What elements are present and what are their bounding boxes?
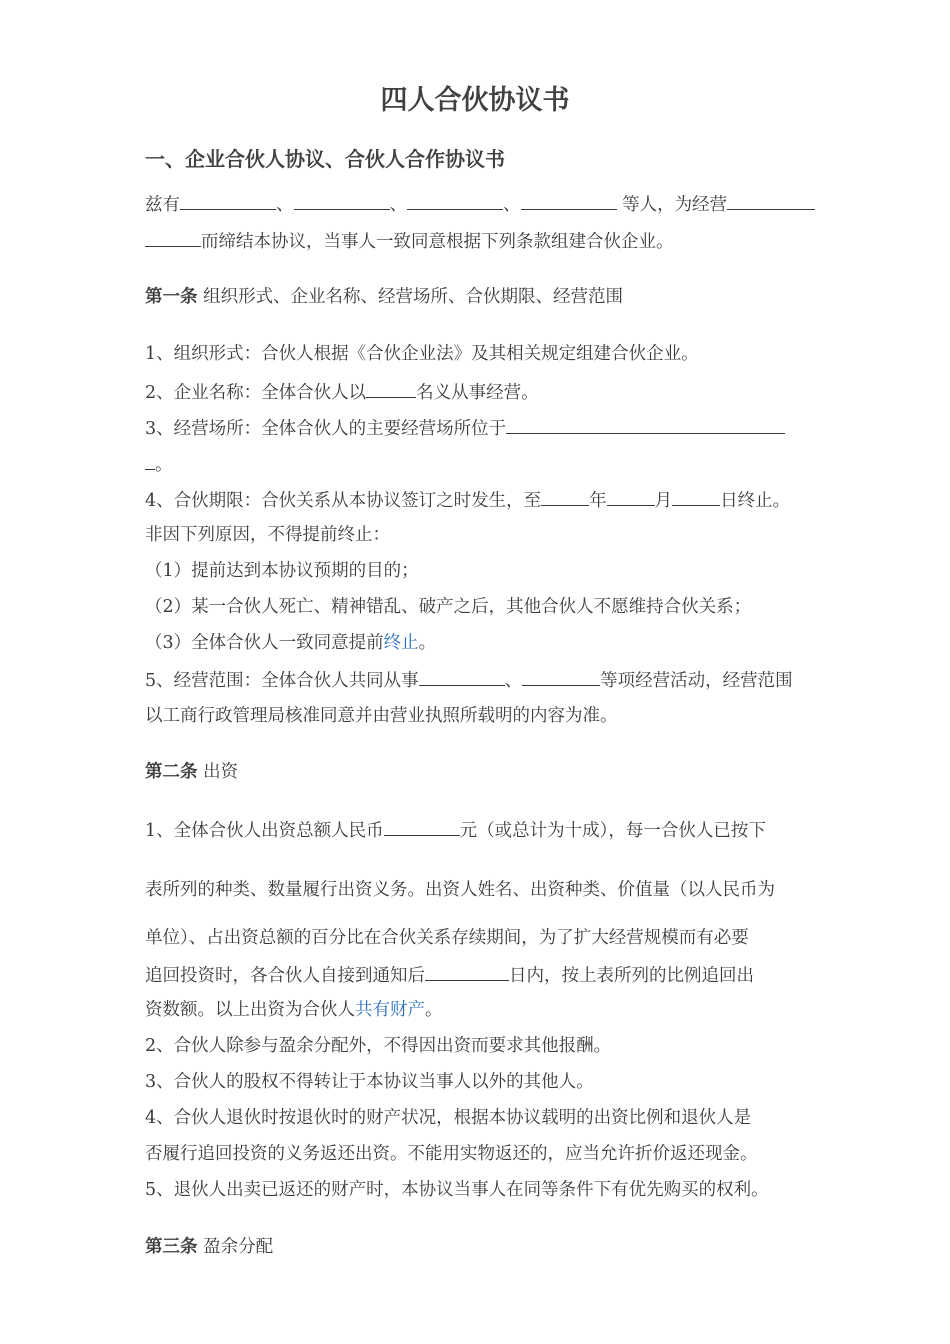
address-blank-cont <box>145 451 155 470</box>
article-2-item-2: 2、合伙人除参与盈余分配外，不得因出资而要求其他报酬。 <box>145 1036 612 1056</box>
partner-blank-3 <box>407 191 503 210</box>
section-heading: 一、企业合伙人协议、合伙人合作协议书 <box>145 147 505 171</box>
address-blank <box>506 415 785 434</box>
article-2-item-1 <box>145 817 766 843</box>
terminate-link[interactable]: 终止 <box>383 633 419 653</box>
item-text: 1、全体合伙人出资总额人民币 <box>145 821 384 841</box>
business-blank <box>727 191 815 210</box>
item-text: 5、经营范围：全体合伙人共同从事 <box>145 671 419 691</box>
article-title-text: 出资 <box>197 762 239 782</box>
item-text: 。 <box>155 455 173 475</box>
separator: 、 <box>503 195 521 215</box>
article-label: 第三条 <box>145 1237 198 1257</box>
article-1-item-5-cont: 以工商行政管理局核准同意并由营业执照所载明的内容为准。 <box>145 706 618 726</box>
article-1-cond-3 <box>145 631 436 655</box>
document-title: 四人合伙协议书 <box>380 85 570 116</box>
partner-blank-1 <box>180 191 276 210</box>
item-text: 。 <box>425 1000 443 1020</box>
article-2-item-1-cont-3 <box>145 962 754 988</box>
item-text: （3）全体合伙人一致同意提前 <box>145 633 384 653</box>
article-2-item-3: 3、合伙人的股权不得转让于本协议当事人以外的其他人。 <box>145 1072 594 1092</box>
article-1-item-4 <box>145 487 790 513</box>
intro-text: 兹有 <box>145 195 180 215</box>
article-1-item-2 <box>145 379 539 405</box>
item-text: 2、企业名称：全体合伙人以 <box>145 383 367 403</box>
article-label: 第一条 <box>145 287 198 307</box>
article-1-cond-2: （2）某一合伙人死亡、精神错乱、破产之后，其他合伙人不愿维持合伙关系； <box>145 597 752 617</box>
article-1-item-4-cont: 非因下列原因，不得提前终止： <box>145 525 390 545</box>
item-text: 日内，按上表所列的比例追回出 <box>509 966 754 986</box>
article-1-cond-1: （1）提前达到本协议预期的目的； <box>145 561 419 581</box>
day-blank <box>672 487 720 506</box>
intro-text: 等人，为经营 <box>616 195 728 215</box>
separator: 、 <box>504 671 523 691</box>
partner-blank-4 <box>521 191 617 210</box>
item-text: 元（或总计为十成），每一合伙人已按下 <box>459 821 766 841</box>
item-text: 3、经营场所：全体合伙人的主要经营场所位于 <box>145 419 507 439</box>
article-2-item-4: 4、合伙人退伙时按退伙时的财产状况，根据本协议载明的出资比例和退伙人是 <box>145 1108 752 1128</box>
intro-line-2 <box>145 228 674 254</box>
article-label: 第二条 <box>145 762 198 782</box>
year-blank <box>541 487 589 506</box>
item-text: 名义从事经营。 <box>416 383 539 403</box>
article-2-item-1-cont-2: 单位）、占出资总额的百分比在合伙关系存续期间，为了扩大经营规模而有必要 <box>145 928 749 948</box>
article-title-text: 盈余分配 <box>197 1237 274 1257</box>
item-text: 日终止。 <box>720 491 791 511</box>
month-blank <box>607 487 655 506</box>
item-text: 资数额。以上出资为合伙人 <box>145 1000 355 1020</box>
article-1-title <box>145 285 623 309</box>
article-2-item-1-cont-4 <box>145 998 443 1022</box>
article-1-item-1: 1、组织形式：合伙人根据《合伙企业法》及其相关规定组建合伙企业。 <box>145 344 699 364</box>
scope-blank-2 <box>522 667 600 686</box>
article-3-title <box>145 1235 273 1259</box>
item-text: 等项经营活动，经营范围 <box>600 671 793 691</box>
article-2-title <box>145 760 238 784</box>
amount-blank <box>384 817 460 836</box>
article-2-item-1-cont-1: 表所列的种类、数量履行出资义务。出资人姓名、出资种类、价值量（以人民币为 <box>145 880 775 900</box>
article-2-item-4-cont: 否履行追回投资的义务返还出资。不能用实物返还的，应当允许折价返还现金。 <box>145 1144 758 1164</box>
article-title-text: 组织形式、企业名称、经营场所、合伙期限、经营范围 <box>197 287 624 307</box>
scope-blank-1 <box>419 667 505 686</box>
common-property-link[interactable]: 共有财产 <box>355 1000 425 1020</box>
separator: 、 <box>389 195 407 215</box>
article-2-item-5: 5、退伙人出卖已返还的财产时，本协议当事人在同等条件下有优先购买的权利。 <box>145 1180 769 1200</box>
item-text: 追回投资时，各合伙人自接到通知后 <box>145 966 425 986</box>
days-blank <box>425 962 509 981</box>
article-1-item-3 <box>145 415 785 441</box>
intro-text: 而缔结本协议，当事人一致同意根据下列条款组建合伙企业。 <box>201 232 674 252</box>
item-text: 4、合伙期限：合伙关系从本协议签订之时发生，至 <box>145 491 542 511</box>
name-blank <box>366 379 416 398</box>
intro-line-1 <box>145 191 815 217</box>
article-1-item-3-cont <box>145 451 173 477</box>
item-text: 月 <box>654 491 673 511</box>
article-1-item-5 <box>145 667 793 693</box>
item-text: 。 <box>418 633 437 653</box>
business-blank-cont <box>145 228 201 247</box>
partner-blank-2 <box>294 191 390 210</box>
separator: 、 <box>276 195 294 215</box>
item-text: 年 <box>589 491 607 511</box>
